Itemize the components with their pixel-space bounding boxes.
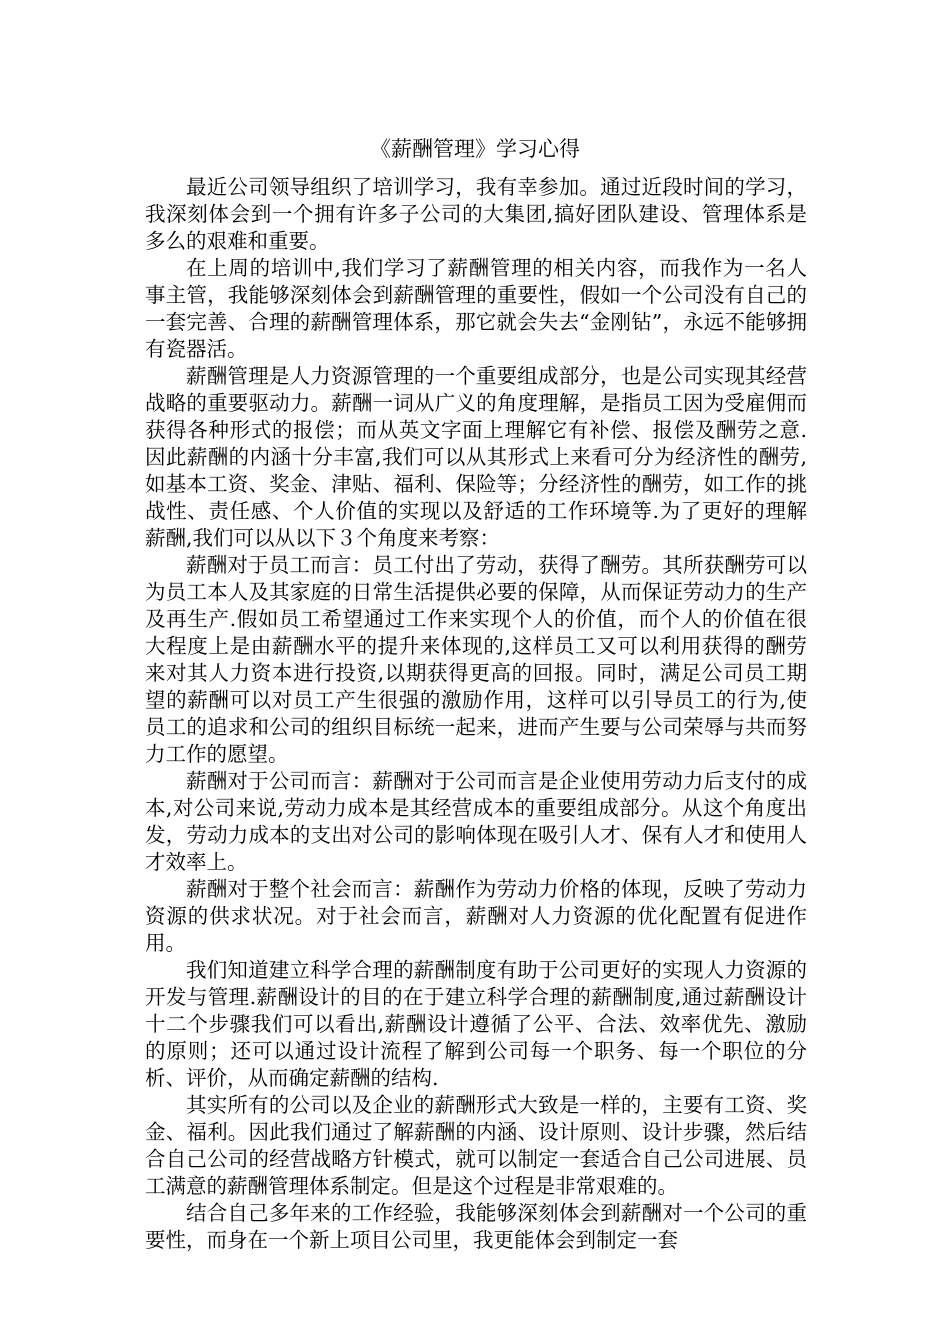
paragraph: 结合自己多年来的工作经验，我能够深刻体会到薪酬对一个公司的重要性，而身在一个新上项目公司里，我更能体会到制定一套 xyxy=(145,1201,807,1252)
document-title: 《薪酬管理》学习心得 xyxy=(370,137,580,161)
paragraph: 在上周的培训中,我们学习了薪酬管理的相关内容，而我作为一名人事主管，我能够深刻体会到薪酬管理的重要性，假如一个公司没有自己的一套完善、合理的薪酬管理体系，那它就会失去“金刚钻”，永远不能够拥有瓷器活。 xyxy=(145,256,807,361)
paragraph: 薪酬对于整个社会而言：薪酬作为劳动力价格的体现，反映了劳动力资源的供求状况。对于社会而言，薪酬对人力资源的优化配置有促进作用。 xyxy=(145,877,807,955)
paragraph: 薪酬对于公司而言：薪酬对于公司而言是企业使用劳动力后支付的成本,对公司来说,劳动力成本是其经营成本的重要组成部分。从这个角度出发，劳动力成本的支出对公司的影响体现在吸引人才、保有人才和使用人才效率上。 xyxy=(145,769,807,874)
document-body xyxy=(145,174,807,1254)
paragraph: 最近公司领导组织了培训学习，我有幸参加。通过近段时间的学习，我深刻体会到一个拥有许多子公司的大集团,搞好团队建设、管理体系是多么的艰难和重要。 xyxy=(145,175,807,253)
paragraph: 薪酬对于员工而言：员工付出了劳动，获得了酬劳。其所获酬劳可以为员工本人及其家庭的日常生活提供必要的保障，从而保证劳动力的生产及再生产.假如员工希望通过工作来实现个人的价值，而个人的价值在很大程度上是由薪酬水平的提升来体现的,这样员工又可以利用获得的酬劳来对其人力资本进行投资,以期获得更高的回报。同时，满足公司员工期望的薪酬可以对员工产生很强的激励作用，这样可以引导员工的行为,使员工的追求和公司的组织目标统一起来，进而产生要与公司荣辱与共而努力工作的愿望。 xyxy=(145,553,807,766)
paragraph: 薪酬管理是人力资源管理的一个重要组成部分，也是公司实现其经营战略的重要驱动力。薪酬一词从广义的角度理解，是指员工因为受雇佣而获得各种形式的报偿；而从英文字面上理解它有补偿、报偿及酬劳之意.因此薪酬的内涵十分丰富,我们可以从其形式上来看可分为经济性的酬劳,如基本工资、奖金、津贴、福利、保险等；分经济性的酬劳，如工作的挑战性、责任感、个人价值的实现以及舒适的工作环境等.为了更好的理解薪酬,我们可以从以下３个角度来考察： xyxy=(145,364,807,550)
paragraph: 我们知道建立科学合理的薪酬制度有助于公司更好的实现人力资源的开发与管理.薪酬设计的目的在于建立科学合理的薪酬制度,通过薪酬设计十二个步骤我们可以看出,薪酬设计遵循了公平、合法、效率优先、激励的原则；还可以通过设计流程了解到公司每一个职务、每一个职位的分析、评价，从而确定薪酬的结构. xyxy=(145,958,807,1090)
paragraph: 其实所有的公司以及企业的薪酬形式大致是一样的，主要有工资、奖金、福利。因此我们通过了解薪酬的内涵、设计原则、设计步骤，然后结合自己公司的经营战略方针模式，就可以制定一套适合自己公司进展、员工满意的薪酬管理体系制定。但是这个过程是非常艰难的。 xyxy=(145,1093,807,1198)
